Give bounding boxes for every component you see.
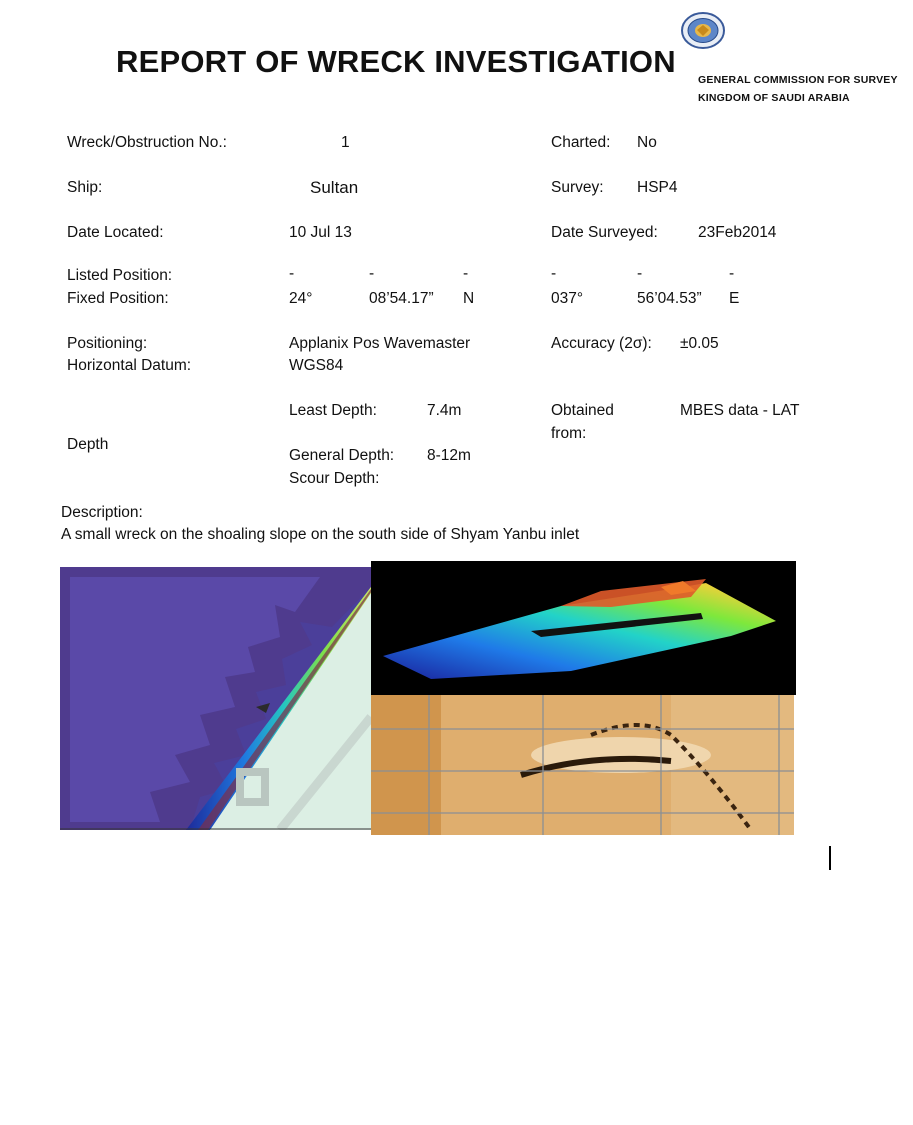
fixed-position-label: Fixed Position: bbox=[67, 290, 169, 307]
longitude-minutes: 56’04.53” bbox=[637, 290, 702, 307]
description-label: Description: bbox=[61, 504, 143, 521]
description-text: A small wreck on the shoaling slope on the south side of Shyam Yanbu inlet bbox=[61, 526, 580, 543]
latitude-hemisphere: N bbox=[463, 290, 475, 307]
date-surveyed-value: 23Feb2014 bbox=[698, 224, 777, 241]
least-depth-value: 7.4m bbox=[427, 402, 462, 419]
chart-excerpt-image bbox=[60, 567, 371, 830]
listed-lon-hemi: - bbox=[729, 265, 735, 282]
longitude-hemisphere: E bbox=[729, 290, 740, 307]
least-depth-label: Least Depth: bbox=[289, 402, 377, 419]
commission-seal-logo bbox=[681, 12, 725, 49]
date-surveyed-label: Date Surveyed: bbox=[551, 224, 658, 241]
positioning-value: Applanix Pos Wavemaster bbox=[289, 335, 471, 352]
charted-label: Charted: bbox=[551, 134, 611, 151]
listed-lat-min: - bbox=[369, 265, 375, 282]
org-country: KINGDOM OF SAUDI ARABIA bbox=[698, 92, 850, 104]
listed-position-label: Listed Position: bbox=[67, 267, 173, 284]
horizontal-datum-value: WGS84 bbox=[289, 357, 344, 374]
sidescan-sonar-image bbox=[371, 695, 794, 835]
survey-label: Survey: bbox=[551, 179, 604, 196]
latitude-minutes: 08’54.17” bbox=[369, 290, 434, 307]
obtained-label-from: from: bbox=[551, 425, 587, 442]
org-name: GENERAL COMMISSION FOR SURVEY bbox=[698, 74, 898, 86]
listed-lat-deg: - bbox=[289, 265, 295, 282]
ship-label: Ship: bbox=[67, 179, 103, 196]
depth-label: Depth bbox=[67, 436, 109, 453]
latitude-degrees: 24° bbox=[289, 290, 313, 307]
listed-lon-deg: - bbox=[551, 265, 557, 282]
charted-value: No bbox=[637, 134, 657, 151]
obtained-value: MBES data - LAT bbox=[680, 402, 800, 419]
scour-depth-label: Scour Depth: bbox=[289, 470, 380, 487]
report-title: REPORT OF WRECK INVESTIGATION bbox=[116, 44, 676, 79]
positioning-label: Positioning: bbox=[67, 335, 148, 352]
wreck-no-label: Wreck/Obstruction No.: bbox=[67, 134, 227, 151]
date-located-value: 10 Jul 13 bbox=[289, 224, 352, 241]
date-located-label: Date Located: bbox=[67, 224, 164, 241]
text-cursor bbox=[829, 846, 831, 870]
accuracy-label: Accuracy (2σ): bbox=[551, 335, 652, 352]
multibeam-3d-image bbox=[371, 561, 796, 695]
ship-value: Sultan bbox=[310, 178, 359, 197]
accuracy-value: ±0.05 bbox=[680, 335, 719, 352]
general-depth-label: General Depth: bbox=[289, 447, 395, 464]
obtained-label: Obtained bbox=[551, 402, 614, 419]
wreck-no-value: 1 bbox=[341, 134, 350, 151]
general-depth-value: 8-12m bbox=[427, 447, 471, 464]
listed-lat-hemi: - bbox=[463, 265, 469, 282]
listed-lon-min: - bbox=[637, 265, 643, 282]
horizontal-datum-label: Horizontal Datum: bbox=[67, 357, 192, 374]
survey-value: HSP4 bbox=[637, 179, 678, 196]
longitude-degrees: 037° bbox=[551, 290, 584, 307]
